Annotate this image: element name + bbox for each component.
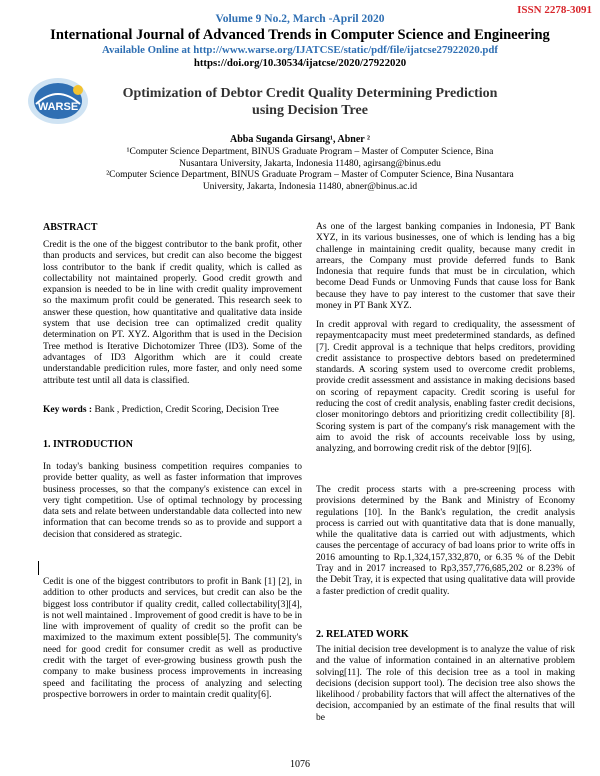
paper-title [100,85,520,119]
warse-logo [22,74,94,128]
affiliation-2-line-2: University, Jakarta, Indonesia 11480, abner@binus.ac.id [202,181,418,192]
affiliation-1-line-2: Nusantara University, Jakarta, Indonesia 11480, agirsang@binus.edu [179,158,441,169]
issn-label: ISSN 2278-3091 [517,4,592,16]
introduction-paragraph-2: Cedit is one of the biggest contributors to profit in Bank [1] [2], in addition to other products and services, but credit can also be the biggest loss contributor if quality credit, called collectability[3][4], is not well maintained . Improvement of good credit is have to be in line with improvement of quality of credit so the profit can be maximized to the maximum extent possible[5]. The community's need for good credit for consumer credit as well as productive credit with the target of ever-growing business growth push the company to make business process improvements in increasing speed and facilitating the process of analyzing and selecting prospective borrowers in order to maintain credit quality[6]. [43,577,302,700]
related-work-paragraph: The initial decision tree development is to analyze the value of risk and the value of information contained in an alternative problem solving[11]. The role of this decision tree as a tool in making decisions (decision support tool). The decision tree also shows the likelihood / probability factors that will affect the alternatives of the decision, accompanied by an estimate of the final results that will be [316,645,575,723]
right-paragraph-3: The credit process starts with a pre-screening process with provisions determined by the Bank and Ministry of Economy regulations [10]. In the Bank's regulation, the credit analysis process is carried out with quantitative data that is done manually, while the qualitative data is carried out with adjustments, which causes the percentage of accuracy of bad loans prior to write offs in 2016 amounting to Rp.1,324,157,332,870, or 6.35 % of the Debit Tray and in 2017 increased to Rp3,357,776,685,202 or 8.23% of the Debit Tray, it is expected that using qualitative data will provide a faster prediction of credit quality. [316,485,575,597]
keywords-label: Key words : [43,405,93,415]
abstract-heading: ABSTRACT [43,222,98,233]
title-line-1: Optimization of Debtor Credit Quality Determining Prediction [122,86,498,101]
available-online-link[interactable]: Available Online at http://www.warse.org/IJATCSE/static/pdf/file/ijatcse27922020.pdf [101,44,499,56]
affiliation-2-line-1: ²Computer Science Department, BINUS Graduate Program – Master of Computer Science, Bina Nusantara [106,170,514,180]
keywords-line [43,405,302,416]
related-work-heading: 2. RELATED WORK [316,629,409,640]
text-cursor [38,561,39,575]
volume-info: Volume 9 No.2, March -April 2020 [215,13,385,25]
author-list: Abba Suganda Girsang¹, Abner ² [229,134,371,145]
affiliation-1-line-1: ¹Computer Science Department, BINUS Graduate Program – Master of Computer Science, Bina [126,147,494,157]
right-paragraph-1: As one of the largest banking companies in Indonesia, PT Bank XYZ, in its various businesses, one of which is lending has a big challenge in maintaining credit quality, because many credit in arrears, the Company must provide deferred funds to Bank Indonesia that require funds that must be in circulation, which become Dead Funds or Unmoving Funds that cause loss for Bank because they have to pay interest to the customer that save their money in PT Bank XYZ. [316,222,575,312]
keywords-text: Bank , Prediction, Credit Scoring, Decision Tree [92,405,279,415]
introduction-paragraph-1: In today's banking business competition requires companies to provide better quality, as well as faster information that improves business processes, so that the company's existence can excel in very tight competition. Use of optimal technology by processing data sets and relate between understandable data collected into new information that can become trends so as to provide and support a decision that considered as strategic. [43,462,302,540]
title-line-2: using Decision Tree [252,103,368,118]
affiliation-1 [100,147,520,170]
page-number: 1076 [290,759,310,770]
right-paragraph-2: In credit approval with regard to crediquality, the assessment of repaymentcapacity must meet predetermined standards, as defined [7]. Credit approval is a technique that helps creditors, providing credit assistance to prospective debtors based on predetermined standards. A scoring system used to overcome credit problems, provide credit assessment and assistance in making decisions based on scoring of repayment capacity. Credit scoring is useful for reducing the cost of credit analysis, enabling faster credit decisions, closer monitoringo debtors and prioritizing credit collectibility [8]. Scoring system is part of the company's risk management with the aim to avoid the risk of accounts receivable loss by using, analyzing, and borrowing credit risk of the debtor [9][6]. [316,320,575,455]
abstract-text: Credit is the one of the biggest contributor to the bank profit, other than products and services, but credit can also become the biggest loss contributor to the bank if credit quality, which is called as collectability not maintained properly. Good credit growth and expansion is needed to be in line with credit quality improvement so the maximum profit could be generated. This research seek to answer these question, how quantitative and qualitative data inside system that use decision tree can optimalized credit quality determination on PT. XYZ. Algorithm that is used in the Decision Tree method is Iterative Dichotomizer Three (ID3). Some of the advantages of ID3 Algorithm which are it could create understandable predicition rules, more faster, and only need some attribute test until all data is classified. [43,240,302,386]
introduction-heading: 1. INTRODUCTION [43,439,134,450]
journal-title: International Journal of Advanced Trends in Computer Science and Engineering [50,27,550,43]
affiliation-2 [100,170,520,193]
doi-link[interactable]: https://doi.org/10.30534/ijatcse/2020/27922020 [193,57,407,69]
logo-text: WARSE [37,101,79,113]
